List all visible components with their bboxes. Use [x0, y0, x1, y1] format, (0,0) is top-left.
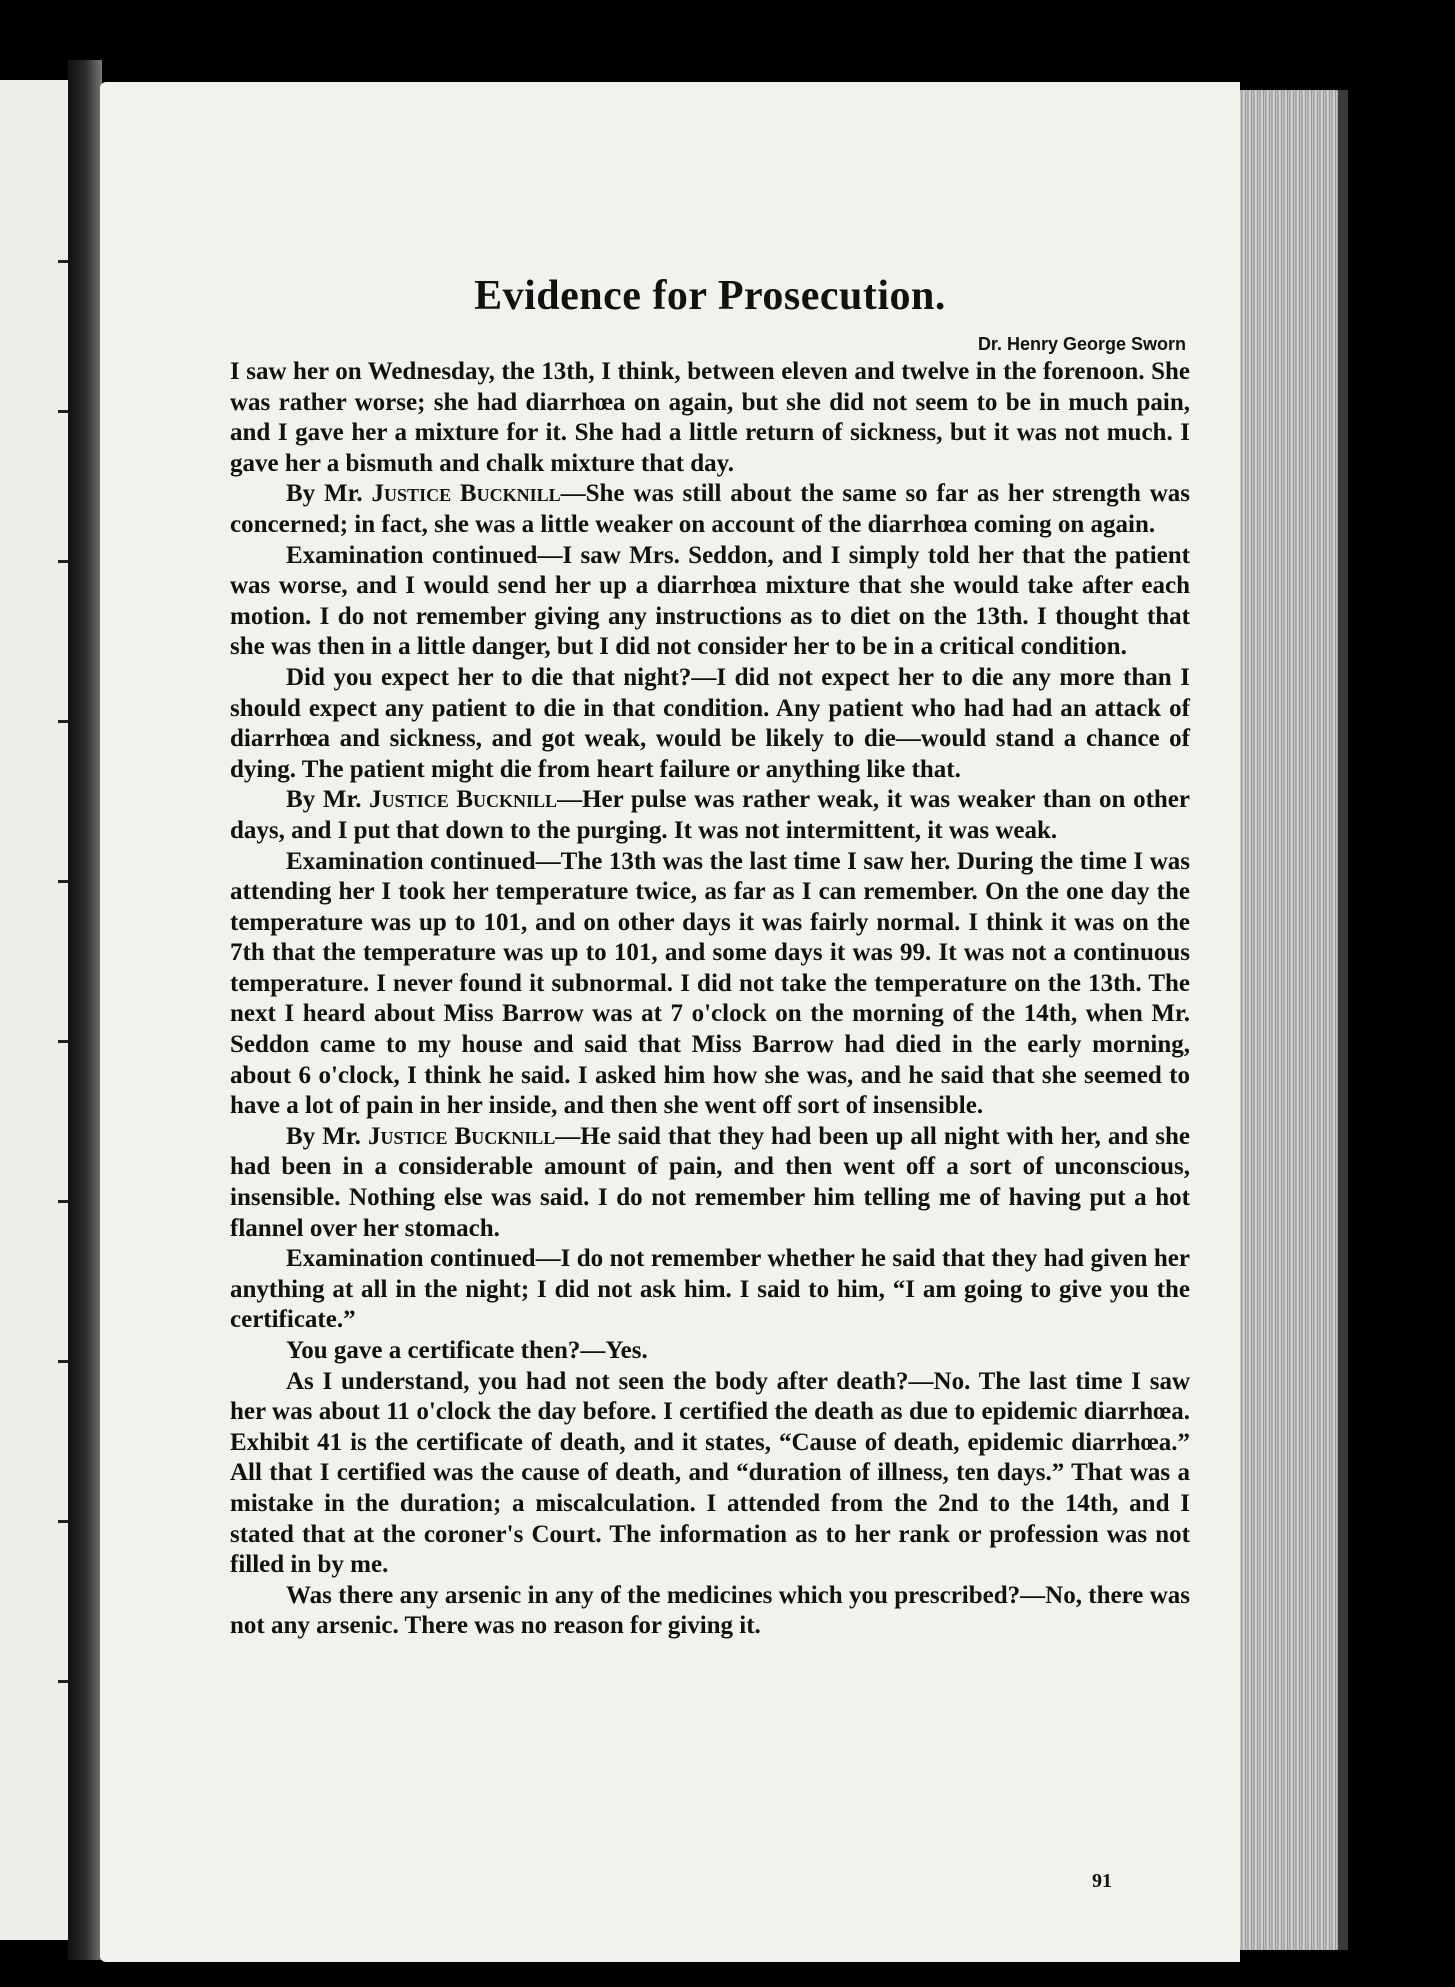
paragraph-text: You gave a certificate then?—Yes. — [286, 1337, 648, 1364]
paragraph — [230, 663, 1190, 785]
speaker-prefix: By Mr. — [286, 480, 372, 508]
paragraph-text: —Her pulse was rather weak, it was weaker than on other days, and I put that down to the purging. It was not intermittent, it was weak. — [230, 786, 1190, 844]
margin-mark — [58, 1360, 68, 1363]
paragraph-text: —He said that they had been up all night with her, and she had been in a considerable amount of pain, and then went off a sort of unconscious, insensible. Nothing else was said. I do not remember him telling me of having put a hot flannel over her stomach. — [230, 1122, 1191, 1242]
paragraph-text: As I understand, you had not seen the body after death?—No. The last time I saw her was about 11 o'clock the day before. I certified the death as due to epidemic diarrhœa. Exhibit 41 is the certificate of death, and it states, “Cause of death, epidemic diarrhœa.” All that I certified was the cause of death, and “duration of illness, ten days.” That was a mistake in the duration; a miscalculation. I attended from the 2nd to the 14th, and I stated that at the coroner's Court. The information as to her rank or profession was not filled in by me. — [230, 1367, 1190, 1579]
margin-mark — [58, 260, 68, 263]
paragraph — [230, 541, 1190, 663]
paragraph-text: Examination continued—I saw Mrs. Seddon, and I simply told her that the patient was worse, and I would send her up a diarrhœa mixture that she would take after each motion. I do not remember giving any instructions as to diet on the 13th. I thought that she was then in a little danger, but I did not consider her to be in a critical condition. — [230, 541, 1190, 661]
paragraph — [230, 357, 1190, 479]
speaker-name: Justice Bucknill — [369, 786, 558, 814]
paragraph-text: Examination continued—The 13th was the last time I saw her. During the time I was attending her I took her temperature twice, as far as I can remember. On the one day the temperature was up to 101, and on other days it was fairly normal. I think it was on the 7th that the temperature was up to 101, and some days it was 99. It was not a continuous temperature. I never found it subnormal. I did not take the temperature on the 13th. The next I heard about Miss Barrow was at 7 o'clock on the morning of the 14th, when Mr. Seddon came to my house and said that Miss Barrow had died in the early morning, about 6 o'clock, I think he said. I asked him how she was, and he said that she seemed to have a lot of pain in her inside, and then she went off sort of insensible. — [230, 847, 1190, 1120]
page-edge-stack — [1228, 90, 1340, 1950]
paragraph-text: Did you expect her to die that night?—I did not expect her to die any more than I should expect any patient to die in that condition. Any patient who had had an attack of diarrhœa and sickness, and got weak, would be likely to die—would stand a chance of dying. The patient might die from heart failure or anything like that. — [230, 663, 1190, 783]
speaker-name: Justice Bucknill — [371, 480, 561, 508]
speaker-prefix: By Mr. — [286, 786, 370, 814]
paragraph — [230, 785, 1190, 846]
margin-mark — [58, 1520, 68, 1523]
margin-mark — [58, 410, 68, 413]
margin-mark — [58, 1680, 68, 1683]
paragraph — [230, 1581, 1190, 1642]
speaker-name: Justice Bucknill — [367, 1122, 556, 1150]
paragraph — [230, 1244, 1190, 1336]
paragraph — [230, 1336, 1190, 1367]
paragraph — [230, 847, 1190, 1122]
page-content — [230, 272, 1190, 1642]
page-body — [230, 357, 1190, 1642]
paragraph — [230, 479, 1190, 540]
margin-mark — [58, 880, 68, 883]
margin-mark — [58, 1040, 68, 1043]
book-page — [100, 82, 1240, 1962]
book-gutter — [68, 60, 102, 1960]
paragraph — [230, 1367, 1190, 1581]
paragraph-text: Was there any arsenic in any of the medicines which you prescribed?—No, there was not any arsenic. There was no reason for giving it. — [230, 1581, 1190, 1640]
paragraph-text: I saw her on Wednesday, the 13th, I think, between eleven and twelve in the forenoon. She was rather worse; she had diarrhœa on again, but she did not seem to be in much pain, and I gave her a mixture for it. She had a little return of sickness, but it was not much. I gave her a bismuth and chalk mixture that day. — [230, 358, 1190, 477]
left-page-edge — [0, 80, 68, 1940]
page-number: 91 — [1092, 1870, 1112, 1892]
page-title: Evidence for Prosecution. — [474, 273, 946, 319]
margin-mark — [58, 1200, 68, 1203]
speaker-prefix: By Mr. — [286, 1122, 368, 1150]
running-head: Dr. Henry George Sworn — [977, 334, 1186, 354]
paragraph-text: —She was still about the same so far as her strength was concerned; in fact, she was a little weaker on account of the diarrhœa coming on again. — [230, 480, 1190, 538]
margin-mark — [58, 560, 68, 563]
paragraph — [230, 1122, 1190, 1244]
margin-mark — [58, 720, 68, 723]
paragraph-text: Examination continued—I do not remember whether he said that they had given her anything at all in the night; I did not ask him. I said to him, “I am going to give you the certificate.” — [230, 1245, 1190, 1334]
